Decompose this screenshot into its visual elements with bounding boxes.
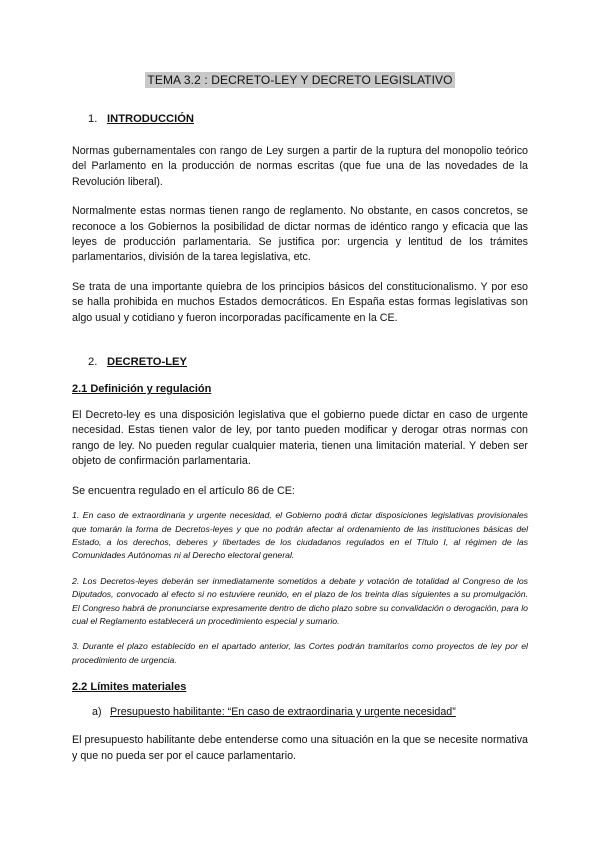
section-1-heading (88, 113, 528, 125)
section-label: INTRODUCCIÓN (107, 113, 195, 125)
title-text: TEMA 3.2 : DECRETO-LEY Y DECRETO LEGISLATIVO (147, 73, 453, 87)
paragraph: El Decreto-ley es una disposición legislativa que el gobierno puede dictar en caso de urgente necesidad. Estas tienen valor de ley, por tanto pueden modificar y derogar otras normas con rango de ley. No pueden regular cualquier materia, tienen una limitación material. Y deben ser objeto de confirmación parlamentaria. (72, 409, 528, 468)
paragraph: Normalmente estas normas tienen rango de reglamento. No obstante, en casos concretos, se reconoce a los Gobiernos la posibilidad de dictar normas de idéntico rango y eficacia que las leyes de producción parlamentaria. Se justifica por: urgencia y lentitud de los trámites parlamentarios, división de la tarea legislativa, etc. (72, 205, 528, 264)
section-label: DECRETO-LEY (107, 356, 187, 369)
paragraph: El presupuesto habilitante debe entenderse como una situación en la que se necesite normativa y que no pueda ser por el cauce parlamentario. (72, 734, 528, 762)
list-item (92, 706, 528, 718)
paragraph: Normas gubernamentales con rango de Ley surgen a partir de la ruptura del monopolio teórico del Parlamento en la producción de normas escritas (que fue una de las novedades de la Revolución liberal). (72, 145, 528, 188)
paragraph: Se trata de una importante quiebra de los principios básicos del constitucionalismo. Y por eso se halla prohibida en muchos Estados democráticos. En España estas formas legislativas son algo usual y cotidiano y fueron incorporadas pacíficamente en la CE. (72, 280, 528, 324)
document-title (72, 71, 528, 89)
subsection-2-1-heading: 2.1 Definición y regulación (72, 383, 212, 396)
section-2-heading (88, 356, 528, 368)
paragraph: Se encuentra regulado en el artículo 86 de CE: (72, 484, 295, 497)
list-item-label: Presupuesto habilitante: “En caso de extraordinaria y urgente necesidad” (110, 706, 456, 719)
article-quote: 1. En caso de extraordinaria y urgente necesidad, el Gobierno podrá dictar disposiciones legislativas provisionales que tomarán la forma de Decretos-leyes y que no podrán afectar al ordenamiento de las instituciones básicas del Estado, a los derechos, deberes y libertades de los ciudadanos regulados en el Título I, al régimen de las Comunidades Autónomas ni al Derecho electoral general. (72, 510, 528, 561)
list-item-marker: a) (92, 706, 102, 719)
section-number: 2. (88, 356, 98, 369)
subsection-2-2-heading: 2.2 Límites materiales (72, 681, 187, 694)
article-quote: 2. Los Decretos-leyes deberán ser inmediatamente sometidos a debate y votación de totalidad al Congreso de los Diputados, convocado al efecto si no estuviere reunido, en el plazo de los treinta días siguientes a su promulgación. El Congreso habrá de pronunciarse expresamente dentro de dicho plazo sobre su convalidación o derogación, para lo cual el Reglamento establecerá un procedimiento especial y sumario. (72, 575, 528, 626)
section-number: 1. (88, 113, 98, 125)
article-quote: 3. Durante el plazo establecido en el apartado anterior, las Cortes podrán tramitarlos como proyectos de ley por el procedimiento de urgencia. (72, 641, 528, 665)
